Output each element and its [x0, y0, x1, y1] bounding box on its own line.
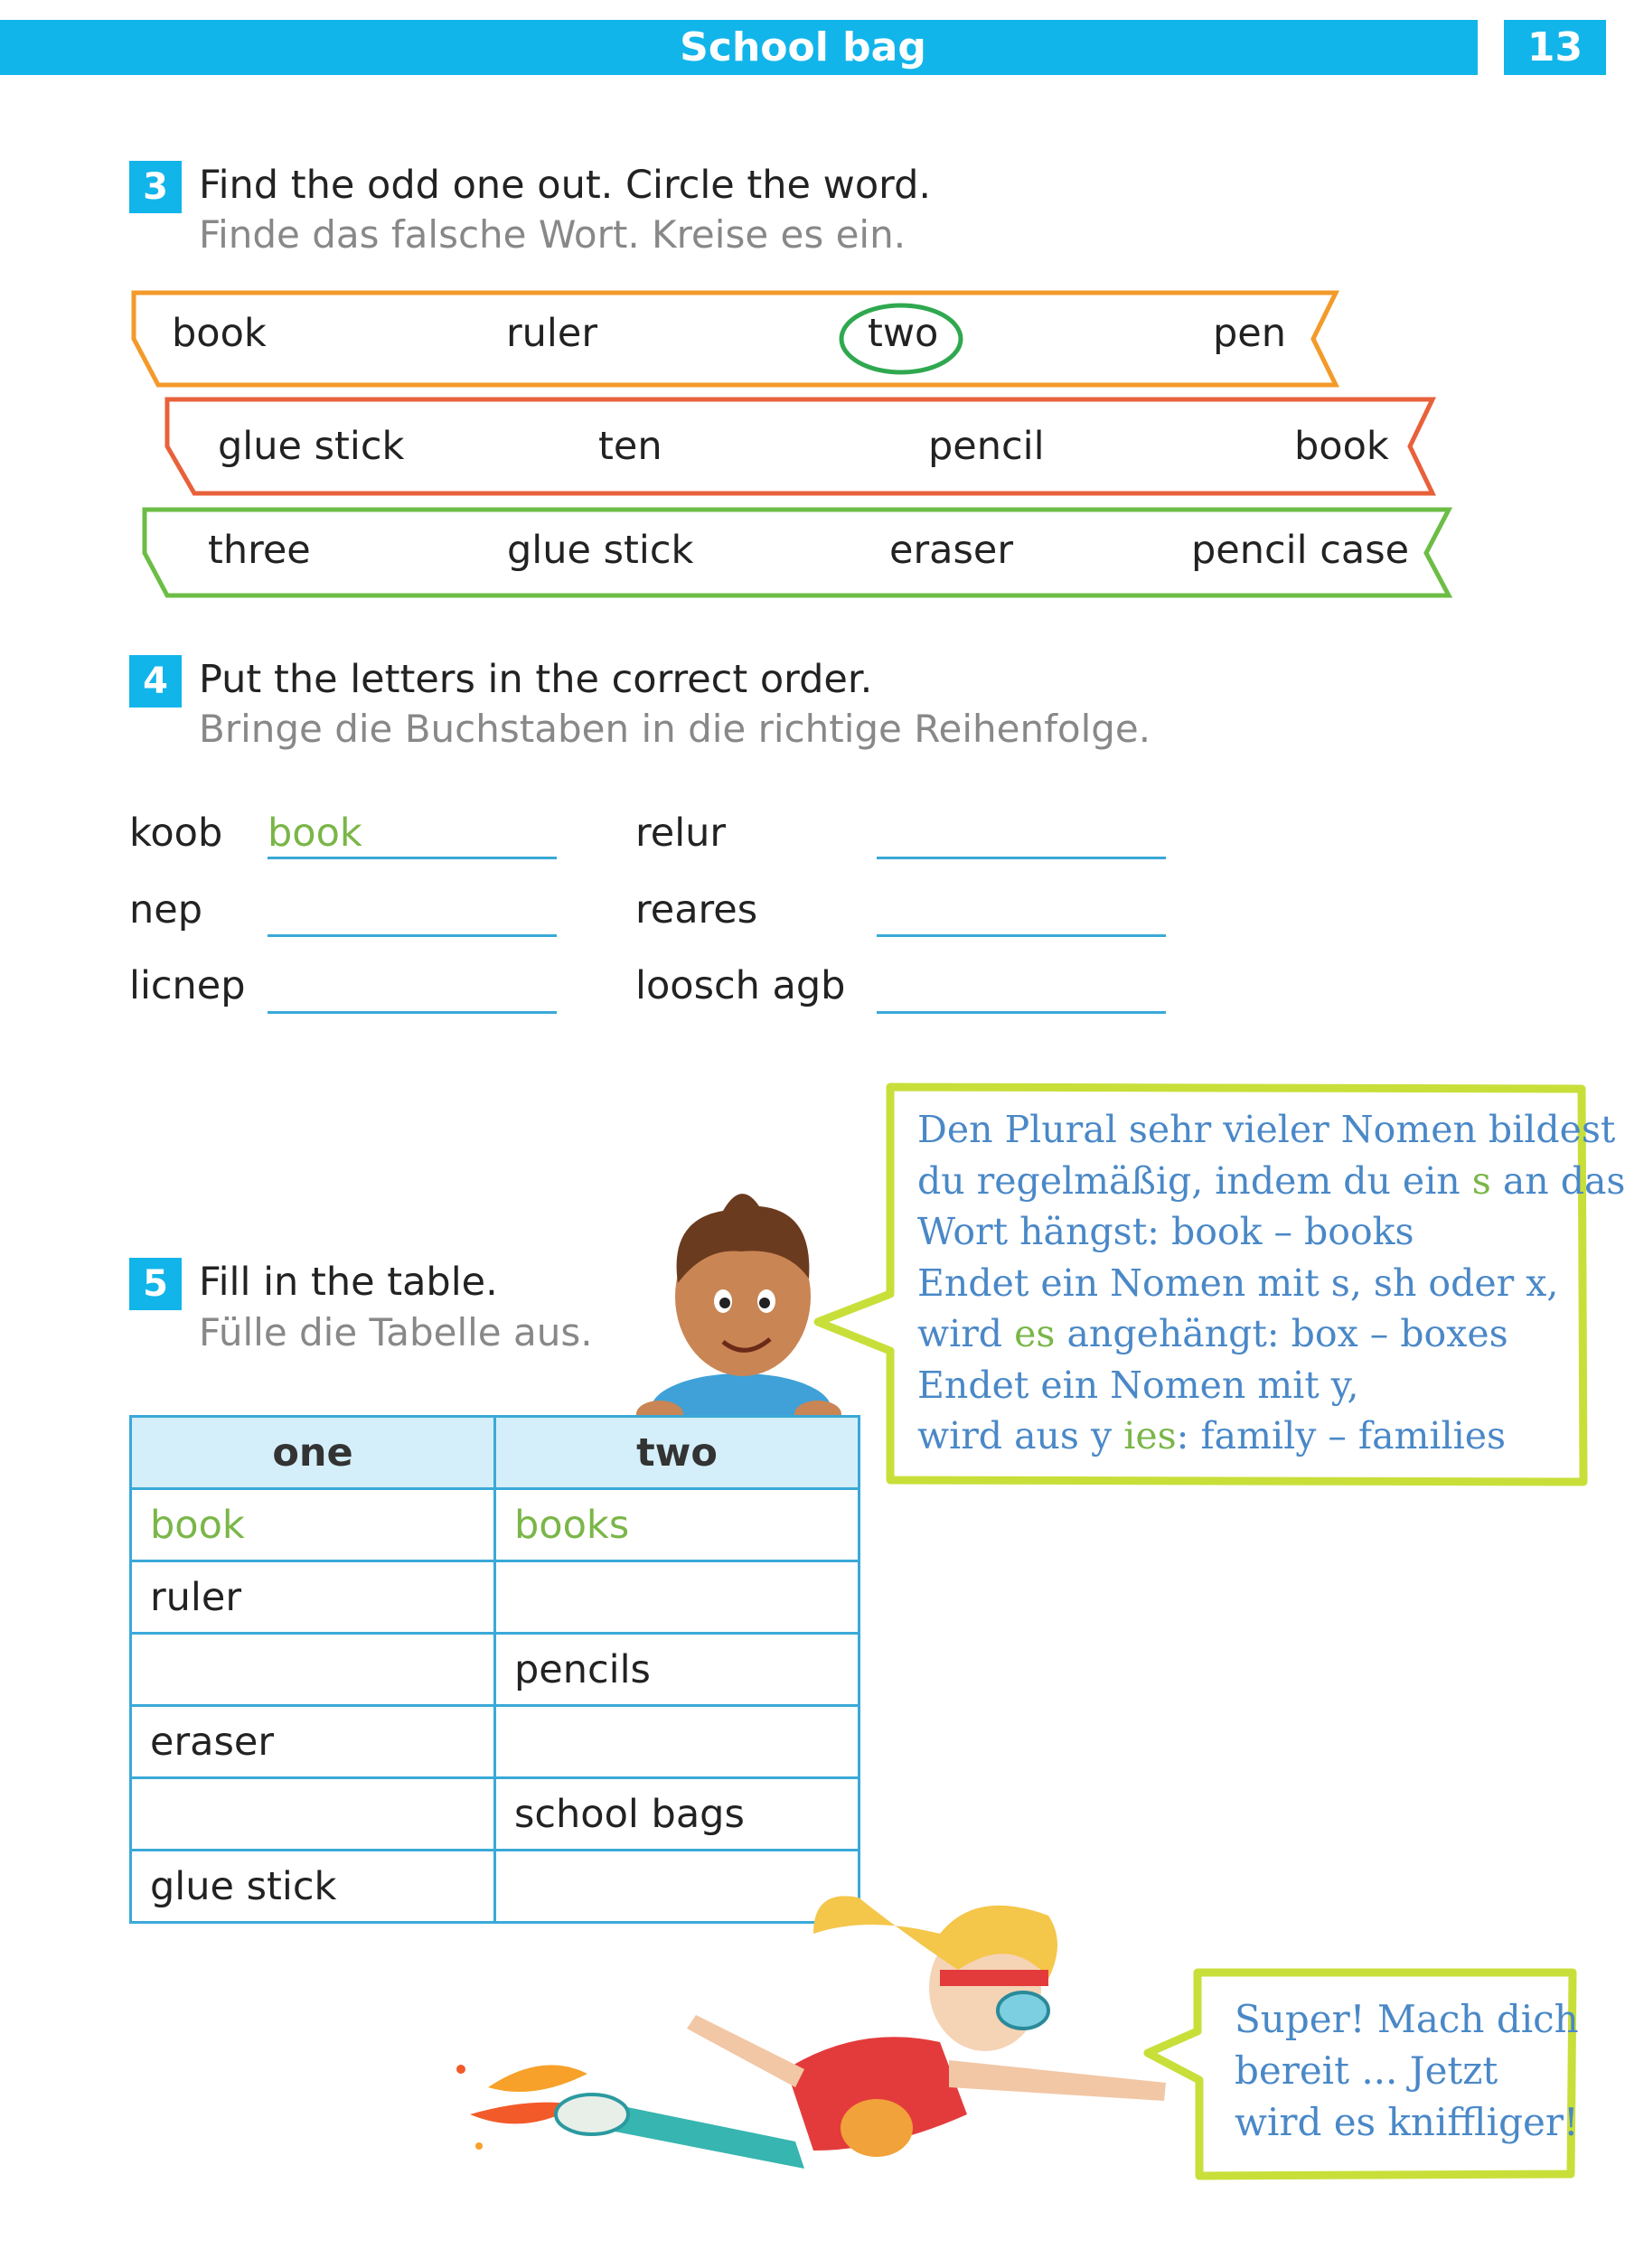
strip-word[interactable]: glue stick	[218, 424, 405, 469]
page-number: 13	[1504, 20, 1606, 75]
strip-word[interactable]: ten	[598, 424, 662, 469]
exercise-3-instruction: Find the odd one out. Circle the word.	[199, 163, 932, 208]
strip-word-circled[interactable]: two	[868, 311, 939, 356]
table-cell[interactable]: eraser	[131, 1706, 495, 1778]
scrambled-word: nep	[129, 887, 203, 933]
table-cell[interactable]: pencils	[495, 1634, 859, 1706]
table-header-one: one	[131, 1417, 495, 1489]
tip-line: Endet ein Nomen mit y,	[917, 1363, 1359, 1407]
tip-line: Wort hängst: book – books	[917, 1210, 1414, 1253]
table-cell[interactable]: book	[131, 1489, 495, 1561]
table-header-two: two	[495, 1417, 859, 1489]
exercise-4-instruction-de: Bringe die Buchstaben in die richtige Reihenfolge.	[199, 707, 1151, 751]
scrambled-word: relur	[635, 811, 727, 856]
strip-word[interactable]: eraser	[889, 528, 1014, 573]
strip-word[interactable]: pencil case	[1191, 528, 1410, 573]
table-cell[interactable]: ruler	[131, 1561, 495, 1634]
scrambled-word: reares	[635, 887, 758, 933]
scrambled-word: licnep	[129, 963, 246, 1008]
strip-word[interactable]: pen	[1213, 311, 1287, 356]
page-title: School bag	[680, 24, 926, 70]
strip-word[interactable]: pencil	[928, 424, 1045, 469]
cheer-line: Super! Mach dich	[1235, 1997, 1579, 2041]
exercise-3-badge: 3	[129, 161, 182, 213]
cheer-line: bereit ... Jetzt	[1235, 2048, 1498, 2093]
strip-word[interactable]: three	[208, 528, 311, 573]
exercise-4-badge: 4	[129, 655, 182, 708]
exercise-5-badge: 5	[129, 1258, 182, 1310]
exercise-5-instruction: Fill in the table.	[199, 1260, 498, 1305]
scrambled-word: koob	[129, 811, 223, 856]
cheer-bubble-text	[1235, 1993, 1579, 2148]
exercise-5-instruction-de: Fülle die Tabelle aus.	[199, 1310, 593, 1354]
strip-word[interactable]: ruler	[506, 311, 598, 356]
tip-line: wird aus y ies: family – families	[917, 1414, 1507, 1457]
strip-word[interactable]: book	[1294, 424, 1389, 469]
table-cell[interactable]: books	[495, 1489, 859, 1561]
tip-bubble-text	[917, 1104, 1625, 1462]
tip-line: wird es angehängt: box – boxes	[917, 1312, 1508, 1355]
tip-line: Den Plural sehr vieler Nomen bildest	[917, 1108, 1616, 1151]
table-cell[interactable]: school bags	[495, 1778, 859, 1851]
exercise-3-instruction-de: Finde das falsche Wort. Kreise es ein.	[199, 212, 906, 257]
cheer-line: wird es kniffliger!	[1235, 2100, 1579, 2144]
answer-line[interactable]: book	[268, 810, 557, 859]
strip-word[interactable]: book	[172, 311, 267, 356]
scrambled-word: loosch agb	[635, 963, 846, 1008]
tip-line: du regelmäßig, indem du ein s an das	[917, 1158, 1625, 1203]
girl-illustration	[434, 1879, 1193, 2241]
strip-word[interactable]: glue stick	[507, 528, 694, 573]
tip-line: Endet ein Nomen mit s, sh oder x,	[917, 1261, 1559, 1305]
exercise-4-instruction: Put the letters in the correct order.	[199, 657, 873, 702]
table-cell[interactable]: glue stick	[131, 1851, 495, 1923]
